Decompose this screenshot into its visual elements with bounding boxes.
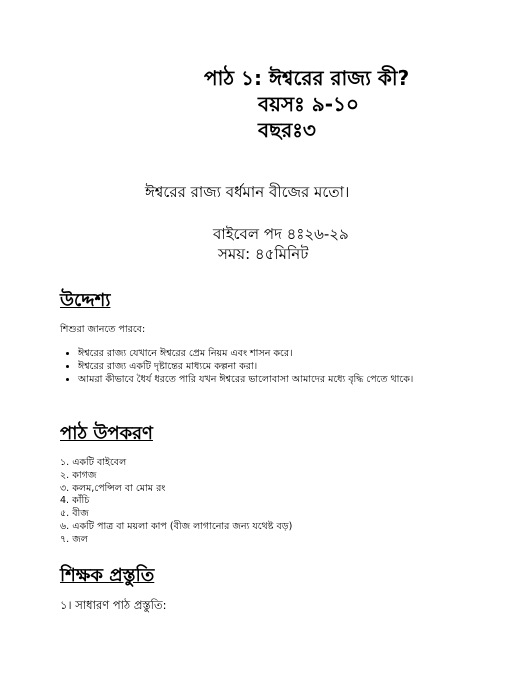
bible-passage: বাইবেল পদ ৪ঃ২৬-২৯ xyxy=(213,225,349,243)
year-level: বছরঃ৩ xyxy=(258,118,316,142)
objective-item: • ঈশ্বরের রাজ্য যেখানে ঈশ্বরের প্রেম নিয়ম এবং শাসন করে। xyxy=(78,347,508,360)
objectives-intro: শিশুরা জানতে পারবে: xyxy=(60,324,146,335)
material-item: ৫. বীজ xyxy=(60,508,89,520)
objective-item: • আমরা কীভাবে ধৈর্য ধরতে পারি যখন ঈশ্বরের ভালোবাসা আমাদের মধ্যে বৃদ্ধি পেতে থাকে। xyxy=(78,373,508,386)
objectives-heading: উদ্দেশ্য xyxy=(60,290,111,311)
material-item: ৩. কলম,পেন্সিল বা মোম রং xyxy=(60,482,166,494)
material-item: ৭. জল xyxy=(60,533,88,545)
material-item: 4. কাঁচি xyxy=(60,495,90,507)
key-statement: ঈশ্বরের রাজ্য বর্ধমান বীজের মতো। xyxy=(145,183,350,201)
objective-item: • ঈশ্বরের রাজ্য একটি দৃষ্টান্তের মাধ্যমে কল্পনা করা। xyxy=(78,360,508,373)
material-item: ৬. একটি পাত্র বা ময়লা কাপ (বীজ লাগানোর জন্য যথেষ্ট বড়) xyxy=(60,520,293,532)
lesson-title: পাঠ ১: ঈশ্বরের রাজ্য কী? xyxy=(204,66,410,90)
objectives-list xyxy=(64,347,508,386)
teacher-prep-item: ১। সাধারণ পাঠ প্রস্তুতি: xyxy=(60,598,167,612)
materials-list xyxy=(60,457,292,547)
materials-heading: পাঠ উপকরণ xyxy=(60,423,153,444)
teacher-prep-heading: শিক্ষক প্রস্তুতি xyxy=(60,565,155,586)
age-range: বয়সঃ ৯-১০ xyxy=(258,92,360,116)
material-item: ১. একটি বাইবেল xyxy=(60,457,127,468)
material-item: ২. কাগজ xyxy=(60,469,97,481)
lesson-duration: সময়: ৪৫মিনিট xyxy=(218,245,309,263)
